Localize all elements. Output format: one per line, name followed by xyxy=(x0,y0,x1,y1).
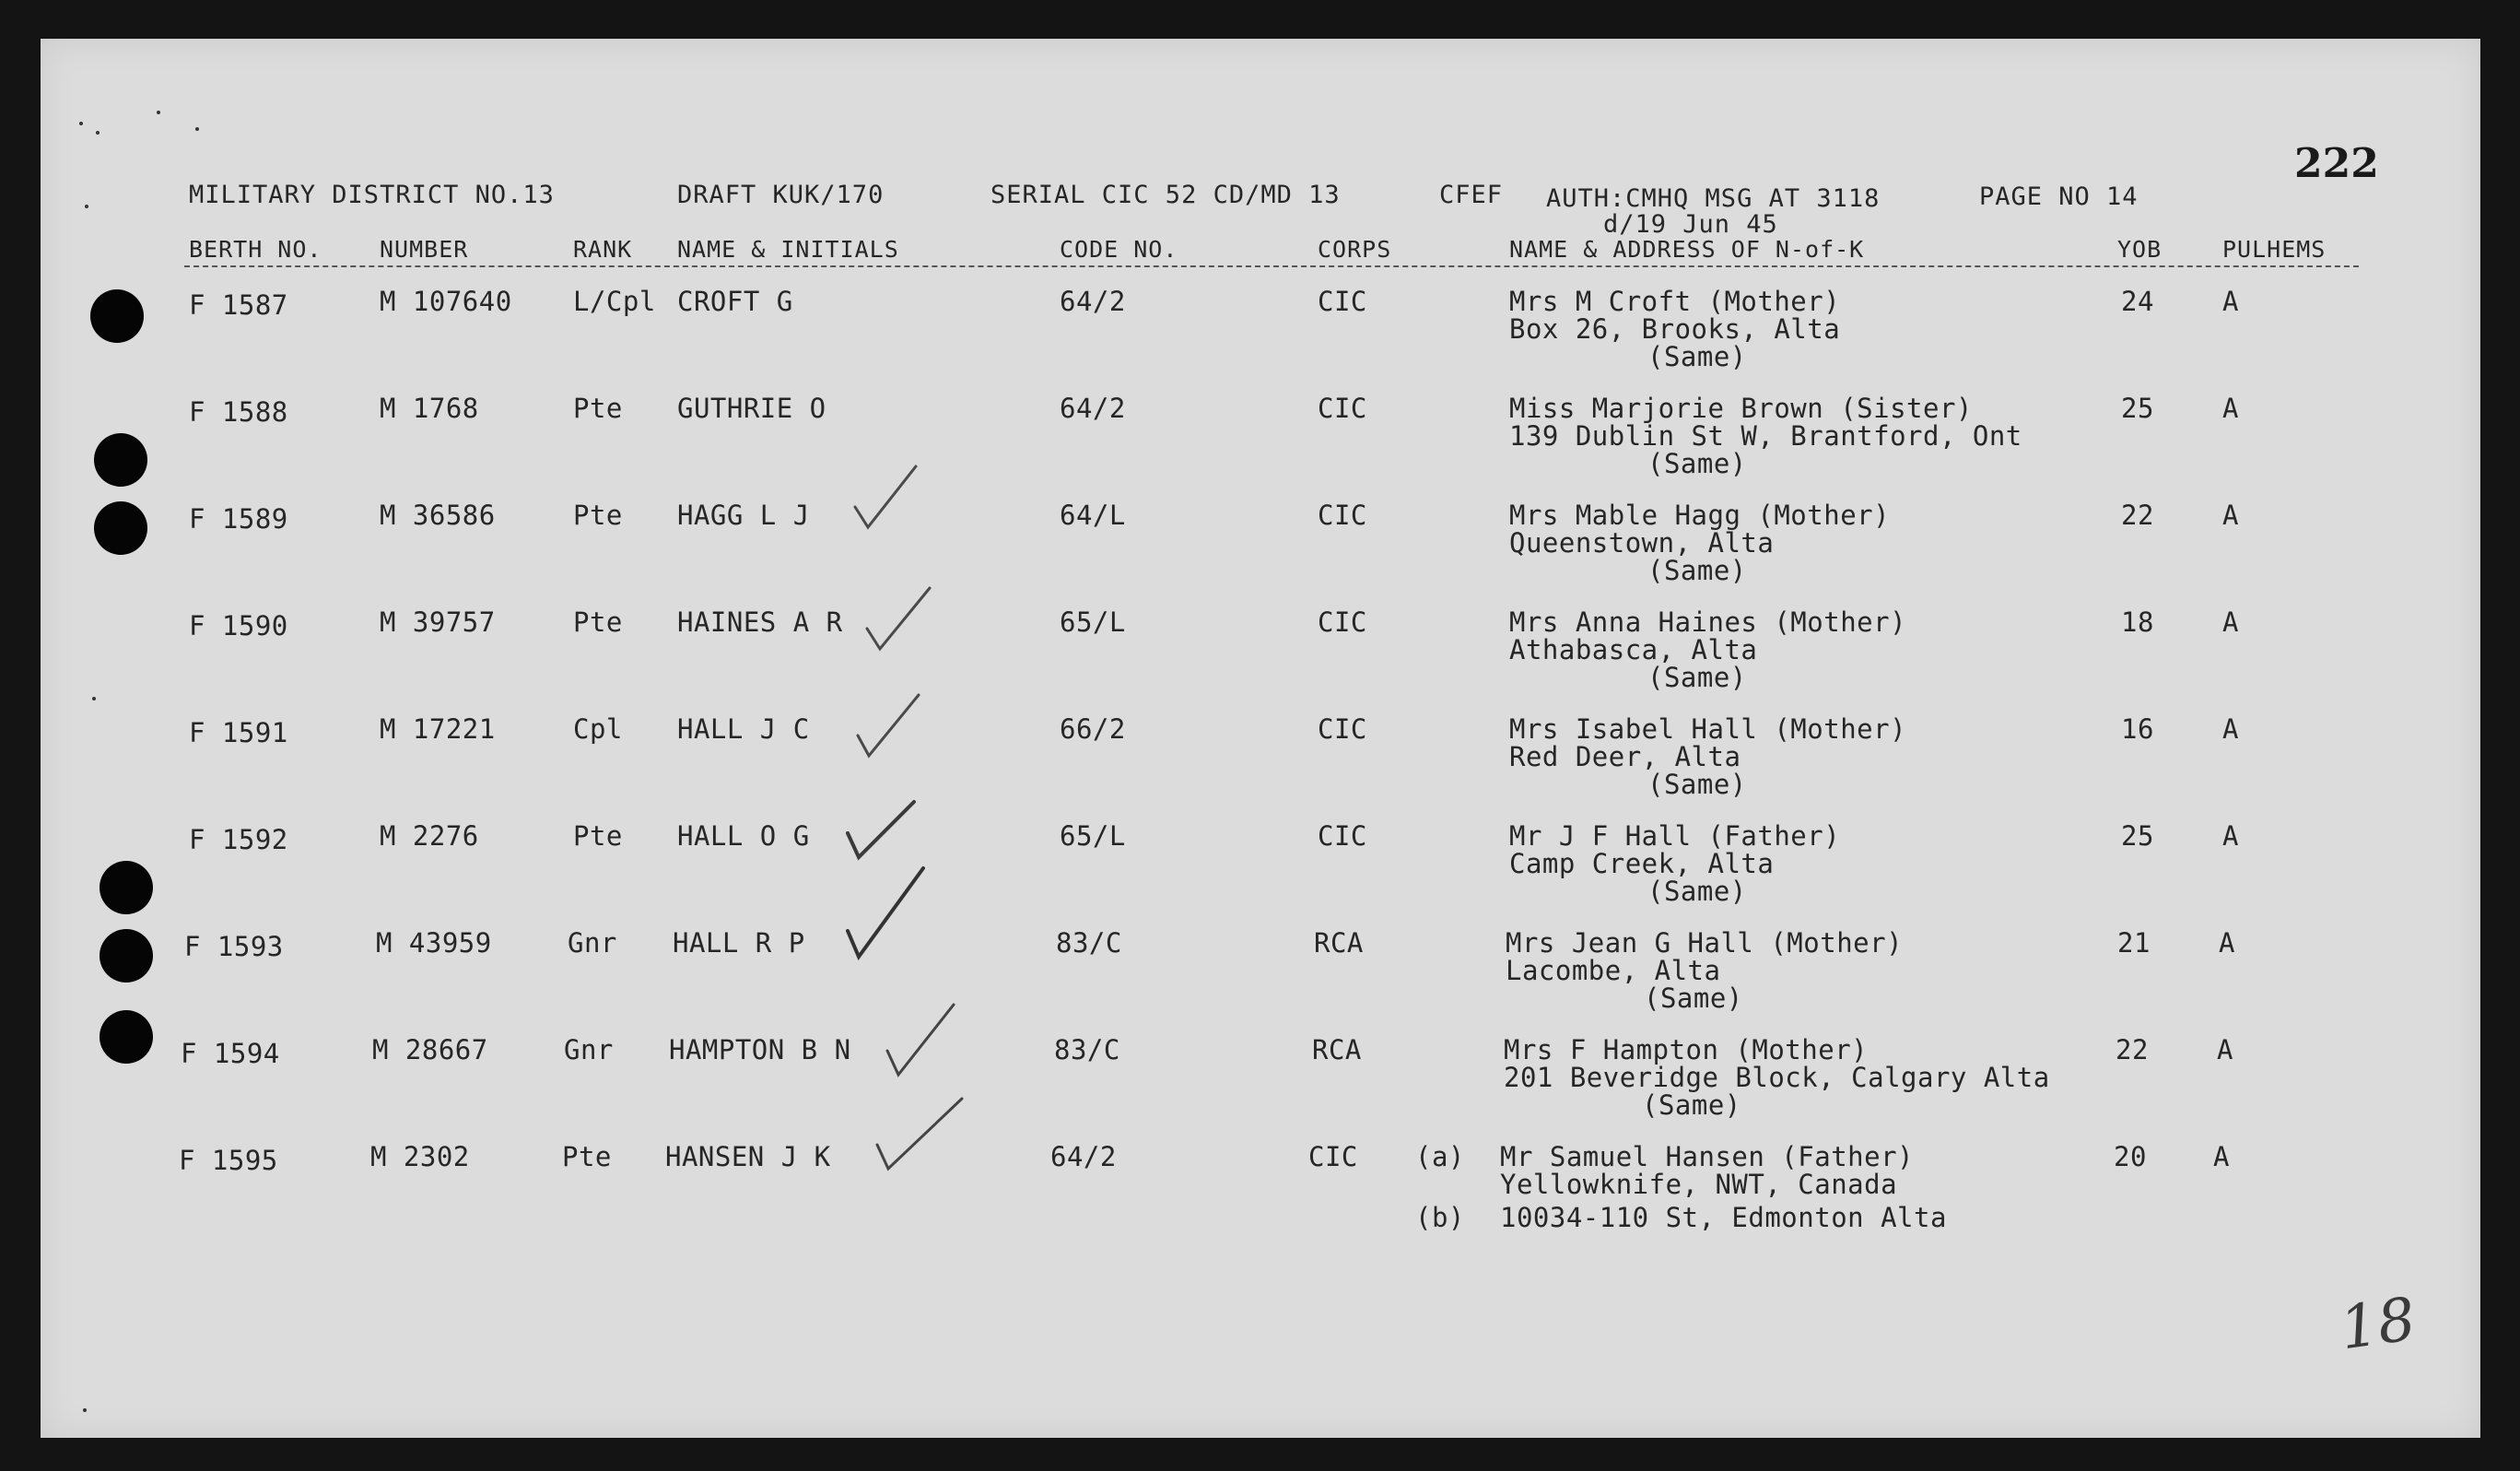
nok-marker-b: (b) xyxy=(1415,1202,1465,1233)
authority-date: d/19 Jun 45 xyxy=(1603,210,1778,239)
nok-same: (Same) xyxy=(1647,876,1747,907)
service-number: M 36586 xyxy=(380,500,496,531)
nok-name: Mrs F Hampton (Mother) xyxy=(1504,1034,1869,1065)
punch-hole xyxy=(94,501,147,555)
corps: RCA xyxy=(1314,927,1364,959)
speck xyxy=(96,131,100,135)
code-number: 83/C xyxy=(1054,1034,1120,1065)
pulhems: A xyxy=(2217,1034,2233,1065)
nok-name: Mrs Jean G Hall (Mother) xyxy=(1506,927,1904,959)
speck xyxy=(85,205,88,208)
berth-number: F 1589 xyxy=(189,503,288,535)
service-number: M 39757 xyxy=(380,606,496,638)
nok-name: Mrs Anna Haines (Mother) xyxy=(1509,606,1907,638)
service-number: M 107640 xyxy=(380,286,512,317)
code-number: 64/2 xyxy=(1060,393,1126,424)
corps: CIC xyxy=(1318,606,1367,638)
name-initials: HAMPTON B N xyxy=(669,1034,851,1065)
serial-number: SERIAL CIC 52 CD/MD 13 xyxy=(990,181,1341,209)
column-header-name: NAME & INITIALS xyxy=(677,236,899,263)
column-header-berth: BERTH NO. xyxy=(189,236,322,263)
punch-hole xyxy=(100,1010,153,1064)
pulhems: A xyxy=(2222,606,2239,638)
service-number: M 43959 xyxy=(376,927,492,959)
nok-address: Queenstown, Alta xyxy=(1509,527,1775,559)
service-number: M 2276 xyxy=(380,820,479,852)
military-district: MILITARY DISTRICT NO.13 xyxy=(189,181,555,209)
code-number: 65/L xyxy=(1060,820,1126,852)
name-initials: HALL R P xyxy=(673,927,805,959)
nok-same: (Same) xyxy=(1647,769,1747,800)
nok-name: Mrs Mable Hagg (Mother) xyxy=(1509,500,1891,531)
corps: CIC xyxy=(1318,393,1367,424)
nok-name: Mrs M Croft (Mother) xyxy=(1509,286,1841,317)
rank: Pte xyxy=(573,820,623,852)
pulhems: A xyxy=(2222,500,2239,531)
column-header-code: CODE NO. xyxy=(1060,236,1178,263)
berth-number: F 1591 xyxy=(189,717,288,748)
service-number: M 28667 xyxy=(372,1034,488,1065)
check-mark-icon xyxy=(838,793,921,866)
corps: RCA xyxy=(1312,1034,1362,1065)
nok-address: 139 Dublin St W, Brantford, Ont xyxy=(1509,420,2022,452)
pulhems: A xyxy=(2222,393,2239,424)
name-initials: HALL O G xyxy=(677,820,810,852)
page-label: PAGE NO 14 xyxy=(1979,182,2139,211)
name-initials: HALL J C xyxy=(677,713,810,745)
corps: CIC xyxy=(1318,500,1367,531)
corps: CIC xyxy=(1318,820,1367,852)
speck xyxy=(83,1408,87,1412)
code-number: 64/L xyxy=(1060,500,1126,531)
nok-same: (Same) xyxy=(1642,1089,1741,1121)
year-of-birth: 24 xyxy=(2121,286,2154,317)
rank: Pte xyxy=(573,393,623,424)
year-of-birth: 21 xyxy=(2117,927,2151,959)
speck xyxy=(157,111,160,114)
check-mark-icon xyxy=(868,1093,969,1176)
check-mark-icon xyxy=(852,689,926,763)
rank: Pte xyxy=(573,500,623,531)
column-header-corps: CORPS xyxy=(1318,236,1392,263)
berth-number: F 1592 xyxy=(189,824,288,855)
year-of-birth: 16 xyxy=(2121,713,2154,745)
year-of-birth: 25 xyxy=(2121,393,2154,424)
nok-address: Red Deer, Alta xyxy=(1509,741,1741,772)
nok-name: Mrs Isabel Hall (Mother) xyxy=(1509,713,1907,745)
rank: Cpl xyxy=(573,713,623,745)
nok-same: (Same) xyxy=(1644,983,1743,1014)
berth-number: F 1587 xyxy=(189,289,288,321)
nok-address: Yellowknife, NWT, Canada xyxy=(1500,1169,1898,1200)
berth-number: F 1594 xyxy=(181,1038,280,1069)
speck xyxy=(92,697,96,700)
code-number: 66/2 xyxy=(1060,713,1126,745)
rank: Gnr xyxy=(568,927,617,959)
punch-hole xyxy=(94,433,147,487)
page-number: 222 xyxy=(2294,140,2379,187)
pulhems: A xyxy=(2222,286,2239,317)
berth-number: F 1588 xyxy=(189,396,288,428)
punch-hole xyxy=(90,289,144,343)
year-of-birth: 22 xyxy=(2116,1034,2149,1065)
berth-number: F 1590 xyxy=(189,610,288,641)
nok-marker-a: (a) xyxy=(1415,1141,1465,1172)
nok-same: (Same) xyxy=(1647,448,1747,479)
corps: CIC xyxy=(1318,286,1367,317)
service-number: M 1768 xyxy=(380,393,479,424)
pulhems: A xyxy=(2219,927,2235,959)
nok-alt-address: 10034-110 St, Edmonton Alta xyxy=(1500,1202,1947,1233)
year-of-birth: 20 xyxy=(2114,1141,2147,1172)
column-header-pulhems: PULHEMS xyxy=(2222,236,2327,263)
nok-same: (Same) xyxy=(1647,555,1747,586)
speck xyxy=(195,127,199,131)
nok-address: Athabasca, Alta xyxy=(1509,634,1758,665)
authority: AUTH:CMHQ MSG AT 3118 xyxy=(1546,184,1881,213)
service-number: M 17221 xyxy=(380,713,496,745)
check-mark-icon xyxy=(861,583,935,656)
code-number: 65/L xyxy=(1060,606,1126,638)
rank: Gnr xyxy=(564,1034,614,1065)
check-mark-icon xyxy=(838,863,931,964)
nok-name: Miss Marjorie Brown (Sister) xyxy=(1509,393,1973,424)
draft-number: DRAFT KUK/170 xyxy=(677,181,885,209)
berth-number: F 1595 xyxy=(179,1145,278,1176)
handwritten-note: 18 xyxy=(2336,1285,2420,1364)
year-of-birth: 25 xyxy=(2121,820,2154,852)
pulhems: A xyxy=(2222,820,2239,852)
corps: CIC xyxy=(1308,1141,1358,1172)
service-number: M 2302 xyxy=(370,1141,470,1172)
nok-address: Camp Creek, Alta xyxy=(1509,848,1775,879)
rank: L/Cpl xyxy=(573,286,656,317)
pulhems: A xyxy=(2213,1141,2230,1172)
rank: Pte xyxy=(562,1141,612,1172)
code-number: 64/2 xyxy=(1060,286,1126,317)
punch-hole xyxy=(100,861,153,914)
column-header-nok: NAME & ADDRESS OF N-of-K xyxy=(1509,236,1865,263)
code-number: 83/C xyxy=(1056,927,1122,959)
check-mark-icon xyxy=(880,999,963,1082)
nok-name: Mr J F Hall (Father) xyxy=(1509,820,1841,852)
code-number: 64/2 xyxy=(1050,1141,1117,1172)
year-of-birth: 18 xyxy=(2121,606,2154,638)
corps: CIC xyxy=(1318,713,1367,745)
rank: Pte xyxy=(573,606,623,638)
header-rule xyxy=(184,265,2359,267)
punch-hole xyxy=(100,929,153,983)
name-initials: GUTHRIE O xyxy=(677,393,826,424)
nok-name: Mr Samuel Hansen (Father) xyxy=(1500,1141,1914,1172)
name-initials: HAINES A R xyxy=(677,606,843,638)
berth-number: F 1593 xyxy=(184,931,284,962)
nok-address: 201 Beveridge Block, Calgary Alta xyxy=(1504,1062,2050,1093)
year-of-birth: 22 xyxy=(2121,500,2154,531)
name-initials: CROFT G xyxy=(677,286,793,317)
column-header-rank: RANK xyxy=(573,236,633,263)
check-mark-icon xyxy=(848,461,921,535)
nok-address: Box 26, Brooks, Alta xyxy=(1509,313,1841,345)
speck xyxy=(79,122,83,125)
column-header-number: NUMBER xyxy=(380,236,469,263)
nok-same: (Same) xyxy=(1647,662,1747,693)
name-initials: HAGG L J xyxy=(677,500,810,531)
pulhems: A xyxy=(2222,713,2239,745)
name-initials: HANSEN J K xyxy=(665,1141,831,1172)
force-code: CFEF xyxy=(1439,181,1504,209)
nok-address: Lacombe, Alta xyxy=(1506,955,1721,986)
column-header-yob: YOB xyxy=(2117,236,2163,263)
nok-same: (Same) xyxy=(1647,341,1747,372)
